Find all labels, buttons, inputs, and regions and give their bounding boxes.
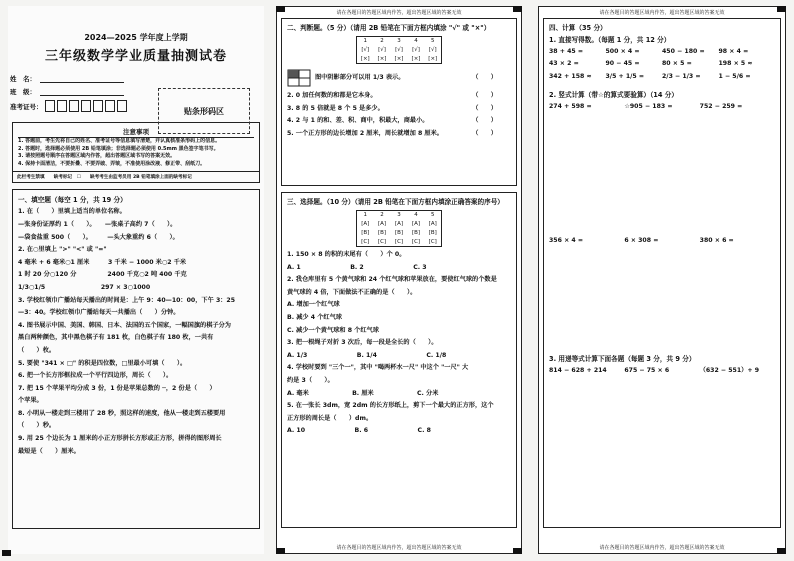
question-line: 9. 用 25 个边长为 1 厘米的小正方形拼长方形或正方形，拼得的图形周长	[18, 435, 222, 443]
id-box[interactable]	[69, 100, 79, 112]
question-line: 3. 学校红领巾广播站每天播出的时间是：上午 9：40—10：00，下午 3：25	[18, 296, 236, 304]
bubble-b[interactable]: [B]	[377, 230, 387, 236]
true-false-bubble-grid[interactable]	[356, 36, 442, 64]
choice-options: B. 减少 4 个红气球	[287, 313, 342, 321]
question-line: 4. 图书展示中国、美国、韩国、日本、法国的五个国家，一幅国旗的棋子分为	[18, 321, 231, 329]
absent-mark-row[interactable]	[12, 172, 260, 183]
name-line[interactable]	[40, 75, 124, 83]
calc-item: 90 − 45 =	[605, 60, 640, 68]
question-line: 4 毫米 + 6 毫米○1 厘米 3 千米 − 1000 米○2 千米	[18, 258, 187, 266]
choice-question-line: 4. 学校时要到 "三个一"，其中 "喝两杯水一尺" 中这个 "一尺" 大	[287, 364, 469, 372]
bubble-b[interactable]: [B]	[361, 230, 370, 236]
answer-paren: （ ）	[472, 74, 497, 81]
question-line: 个苹果。	[18, 397, 43, 405]
exam-title: 三年级数学学业质量抽测试卷	[44, 49, 227, 64]
answer-area-banner: 请在各题目的答题区域内作答，超出答题区域的答案无效	[599, 10, 725, 16]
question-line: —3：40。学校红领巾广播站每天一共播出（ ）分钟。	[18, 309, 180, 317]
vertical-calc-row[interactable]	[549, 101, 775, 235]
answer-paren: （ ）	[472, 104, 497, 112]
section4-title: 四、计算（35 分）	[549, 24, 607, 32]
step-calc-row[interactable]	[549, 365, 775, 377]
tf-item-4	[287, 115, 511, 128]
question-line: 最短是（ ）厘米。	[18, 447, 80, 455]
bubble-c[interactable]: [C]	[394, 238, 404, 245]
question-line: 5. 要使 "341 × □" 的积是四位数，□里最小可填（ ）。	[18, 359, 187, 367]
bubble-true[interactable]: [√]	[395, 47, 403, 53]
question-line: —张身份证厚约 1（ ）。 —张桌子高约 7（ ）。	[18, 220, 177, 228]
answer-area-footer: 请在各题目的答题区域内作答，超出答题区域的答案无效	[599, 545, 725, 551]
alignment-mark	[513, 548, 522, 554]
absent-mark-text: 此栏考生禁填 缺考标记 ☐ 缺考考生由监考员用 2B 铅笔填涂上面的缺考标记	[17, 175, 192, 181]
question-line: （ ）秒。	[18, 422, 56, 430]
answer-sheet-middle-panel	[276, 6, 522, 554]
bubble-a[interactable]: [A]	[428, 221, 437, 227]
choice-options: A. 1 B. 2 C. 3	[287, 263, 427, 271]
bubble-c[interactable]: [C]	[377, 238, 387, 245]
bubble-a[interactable]: [A]	[394, 221, 404, 227]
vertical-calc-item: 6 × 308 =	[624, 237, 659, 245]
calc-item: 342 + 158 ≈	[549, 72, 592, 80]
grid-number: 5	[431, 212, 435, 219]
oral-calc-row	[549, 58, 775, 70]
oral-calc-row	[549, 46, 775, 58]
notice-title: 注意事项	[18, 126, 254, 138]
question-line: —袋食盐重 500（ ）。 —头大象重约 6（ ）。	[18, 233, 179, 241]
alignment-mark	[276, 548, 285, 554]
grid-number: 2	[380, 212, 384, 219]
calc-item: 43 × 2 =	[549, 60, 579, 68]
question-line: 1. 在（ ）里填上适当的单位名称。	[18, 208, 126, 216]
question-line: （ ）枚。	[18, 346, 56, 354]
calc-item: 38 + 45 =	[549, 48, 584, 55]
choice-question-line: 2. 我仓库里有 5 个黄气球和 24 个红气球和苹果放在，要使红气球的个数是	[287, 276, 497, 284]
vertical-calc-item: 752 − 259 =	[699, 103, 743, 111]
name-field[interactable]	[10, 72, 264, 85]
calc-item: 500 × 4 =	[605, 48, 640, 55]
part2-title: 2. 竖式计算（带☆的算式要验算）（14 分）	[549, 91, 678, 100]
bubble-false[interactable]: [×]	[411, 55, 421, 62]
question-line: 1/3○1/5 297 × 3○1000	[18, 283, 151, 291]
barcode-area	[158, 88, 250, 134]
bubble-false[interactable]: [×]	[377, 55, 387, 62]
step-calc-item: （632 − 551）+ 9	[699, 367, 759, 375]
calc-item: 1 − 5/6 =	[718, 72, 751, 80]
grid-number: 4	[414, 38, 418, 45]
grid-number: 2	[380, 38, 384, 45]
choice-question-line: 正方形的周长是（ ）dm。	[287, 414, 373, 422]
tf-question-text: 图中阴影部分可以用 1/3 表示。	[315, 74, 405, 81]
id-box[interactable]	[57, 100, 67, 112]
calc-item: 3/5 + 1/5 =	[605, 72, 645, 80]
section3-title: 三、选择题。（10 分）（请用 2B 铅笔在下面方框内填涂正确答案的序号）	[287, 198, 504, 206]
id-box[interactable]	[81, 100, 91, 112]
shaded-rectangle-figure	[287, 67, 311, 89]
grid-number: 5	[431, 38, 435, 45]
step-calc-item: 814 − 628 + 214	[549, 367, 607, 375]
answer-sheet-left-panel	[8, 6, 264, 554]
calc-item: 450 − 180 =	[662, 48, 705, 55]
section2-title: 二、判断题。（5 分）（请用 2B 铅笔在下面方框内填涂 "√" 或 "×"）	[287, 24, 491, 32]
answer-paren: （ ）	[472, 129, 497, 137]
alignment-mark	[276, 6, 285, 12]
class-label: 班 级：	[10, 88, 36, 96]
calc-item: 98 × 4 =	[718, 48, 749, 55]
calc-item: 80 × 5 =	[662, 60, 692, 68]
section1-title: 一、填空题（每空 1 分，共 19 分）	[18, 196, 127, 205]
choice-options: A. 1/3 B. 1/4 C. 1/8	[287, 351, 447, 359]
bubble-a[interactable]: [A]	[377, 221, 387, 227]
title-year: 2024—2025 学年度上学期	[84, 33, 188, 42]
bubble-b[interactable]: [B]	[394, 230, 404, 236]
tf-item-1	[287, 66, 511, 90]
notice-item: 1. 答题前，考生先将自己的姓名、准考证号等信息填写清楚，并认真核准条形码上的信息。	[18, 138, 221, 144]
question-line: 8. 小明从一楼走到三楼用了 28 秒，照这样的速度，他从一楼走到五楼要用	[18, 409, 226, 417]
exam-id-label: 准考证号：	[10, 102, 43, 111]
grid-number: 1	[363, 212, 367, 219]
bubble-false[interactable]: [×]	[394, 55, 404, 62]
class-line[interactable]	[40, 88, 124, 96]
section4-calculation	[543, 18, 781, 528]
bubble-a[interactable]: [A]	[411, 221, 421, 227]
notice-item: 2. 答题时，选择题必须使用 2B 铅笔填涂；非选择题必须使用 0.5mm 黑色签字笔书写。	[18, 145, 219, 152]
question-line: 7. 把 15 个苹果平均分成 3 份，1 份是苹果总数的 ─，2 份是（ ）	[18, 384, 216, 392]
question-line: 黑白两种颜色，其中黑色棋子有 181 枚，白色棋子有 180 枚，一共有	[18, 334, 214, 342]
choice-question-line: 3. 把一根绳子对折 3 次后，每一段是全长的（ ）。	[287, 339, 438, 347]
answer-area-banner: 请在各题目的答题区域内作答，超出答题区域的答案无效	[336, 10, 462, 16]
tf-item-3	[287, 103, 511, 116]
choice-question-line: 黄气球的 4 倍，下面做法不正确的是（ ）。	[287, 288, 417, 296]
choice-question-line: 1. 150 × 8 的积的末尾有（ ）个 0。	[287, 251, 406, 258]
question-line: 1 时 20 分○120 分 2400 千克○2 吨 400 千克	[18, 271, 187, 279]
alignment-mark	[777, 6, 786, 12]
id-box[interactable]	[117, 100, 127, 112]
step-calc-item: 675 − 75 × 6	[624, 367, 670, 375]
choice-options: C. 减少一个黄气球和 8 个红气球	[287, 326, 379, 334]
vertical-calc-item: 380 × 6 =	[699, 237, 734, 245]
bubble-c[interactable]: [C]	[428, 238, 437, 245]
bubble-a[interactable]: [A]	[361, 221, 370, 227]
tf-question-text: 2. 0 加任何数的和都是它本身。	[287, 92, 377, 99]
bubble-c[interactable]: [C]	[361, 238, 370, 245]
bubble-false[interactable]: [×]	[428, 55, 438, 62]
tf-item-2	[287, 90, 511, 103]
part1-title: 1. 直接写得数。（每题 1 分，共 12 分）	[549, 36, 671, 44]
bubble-true[interactable]: [√]	[378, 47, 386, 53]
answer-area-footer: 请在各题目的答题区域内作答，超出答题区域的答案无效	[336, 545, 462, 551]
barcode-label: 贴条形码区	[184, 106, 224, 116]
bubble-b[interactable]: [B]	[411, 230, 421, 236]
choice-bubble-grid[interactable]	[356, 210, 442, 247]
tf-item-5	[287, 128, 511, 141]
id-box[interactable]	[105, 100, 115, 112]
choice-options: A. 增加一个红气球	[287, 301, 340, 309]
choice-question-line: 5. 在一张长 3dm，宽 2dm 的长方形纸上，剪下一个最大的正方形，这个	[287, 402, 494, 410]
oral-calc-row	[549, 71, 775, 83]
choice-options: A. 10 B. 6 C. 8	[287, 427, 431, 435]
answer-paren: （ ）	[472, 117, 497, 125]
grid-number: 3	[397, 38, 401, 45]
notice-item: 4. 保持卡面清洁，不要折叠、不要弄破、弄皱，不准使用涂改液、修正带、刮纸刀。	[18, 160, 206, 167]
tf-question-text: 4. 2 与 1 的和、差、积、商中，积最大，商最小。	[287, 117, 429, 125]
vertical-calc-row[interactable]	[549, 235, 775, 353]
bubble-c[interactable]: [C]	[411, 238, 421, 245]
grid-number: 4	[414, 212, 418, 219]
section2-true-false	[281, 18, 517, 186]
choice-question-line: 约是 3（ ）。	[287, 376, 334, 384]
alignment-mark	[513, 6, 522, 12]
answer-paren: （ ）	[472, 92, 497, 99]
name-label: 姓 名：	[10, 75, 36, 83]
alignment-mark	[777, 548, 786, 554]
section1-fill-in	[12, 189, 260, 529]
question-line: 2. 在○里填上 ">" "<" 或 "="	[18, 246, 107, 254]
bubble-true[interactable]: [√]	[412, 47, 420, 53]
notice-item: 3. 请按照题号顺序在答题区域内作答，超出答题区域书写的答案无效。	[18, 153, 176, 160]
vertical-calc-item: ☆905 − 183 =	[624, 103, 673, 111]
part3-title: 3. 用递等式计算下面各题（每题 3 分，共 9 分）	[549, 355, 696, 364]
id-box[interactable]	[93, 100, 103, 112]
bubble-true[interactable]: [√]	[361, 47, 370, 53]
grid-number: 1	[363, 38, 367, 45]
vertical-calc-item: 356 × 4 =	[549, 237, 584, 245]
bubble-false[interactable]: [×]	[360, 55, 370, 62]
calc-item: 2/3 − 1/3 =	[662, 72, 701, 80]
section3-multiple-choice	[281, 192, 517, 528]
alignment-mark	[2, 550, 11, 556]
choice-options: A. 毫米 B. 厘米 C. 分米	[287, 389, 439, 397]
id-box[interactable]	[45, 100, 55, 112]
vertical-calc-item: 274 + 598 =	[549, 103, 592, 111]
calc-item: 198 × 5 ≈	[718, 60, 753, 68]
grid-number: 3	[397, 212, 401, 219]
bubble-true[interactable]: [√]	[428, 47, 437, 53]
question-line: 6. 把一个长方形框拉成一个平行四边形，周长（ ）。	[18, 372, 173, 380]
tf-question-text: 5. 一个正方形的边长增加 2 厘米，周长就增加 8 厘米。	[287, 129, 443, 137]
tf-question-text: 3. 8 的 5 倍就是 8 个 5 是多少。	[287, 104, 384, 112]
answer-sheet-right-panel	[538, 6, 786, 554]
bubble-b[interactable]: [B]	[428, 230, 437, 236]
